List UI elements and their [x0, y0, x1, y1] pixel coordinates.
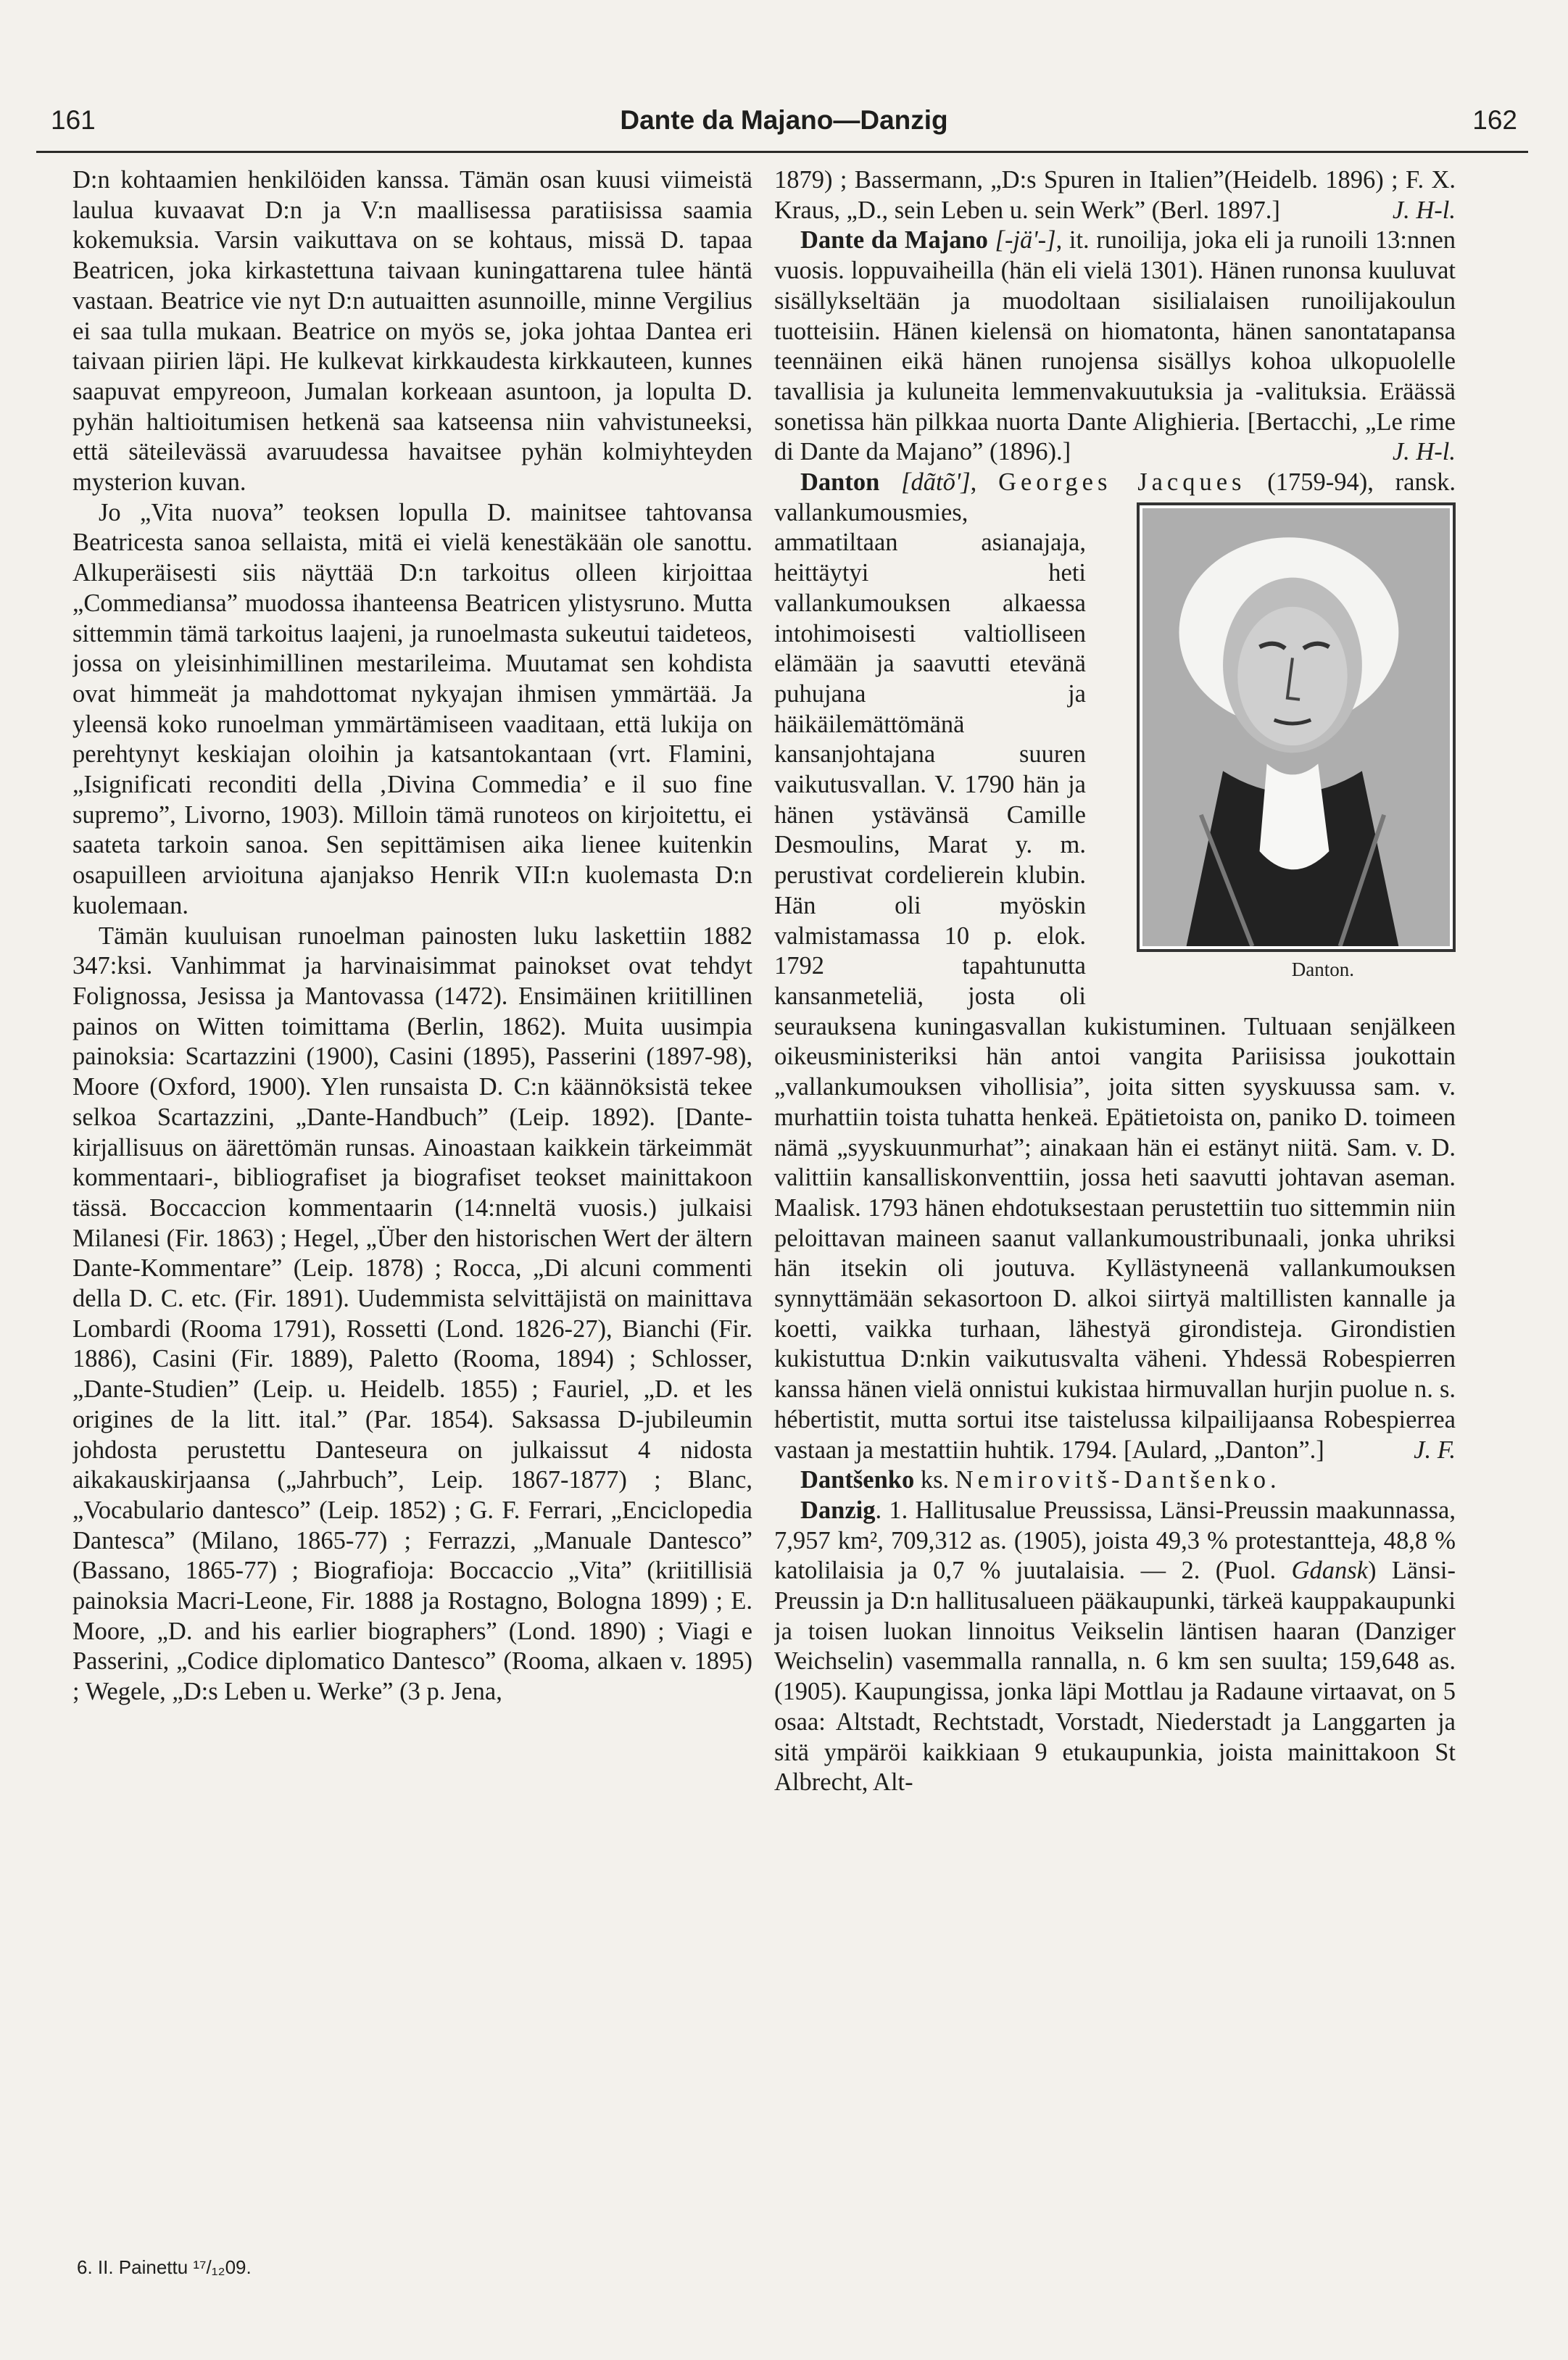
page-number-left: 161: [51, 105, 96, 135]
entry-headword: Dantšenko: [800, 1466, 915, 1494]
running-title: Dante da Majano—Danzig: [620, 105, 948, 135]
polish-name: Gdansk: [1291, 1557, 1368, 1585]
entry-headword: Danton: [800, 468, 880, 497]
entry-text: (1759-94), ransk. vallankumousmies, ammatiltaan asianajaja, heittäytyi heti vallankumouksen alkaessa intohimoisesti valtiolliseen elämään ja saavutti etevänä puhujana ja häikäilemättömänä kansanjohtajana suuren vaikutusvallan. V. 1790 hän ja hänen ystävänsä Camille Desmoulins, Marat y. m. perustivat cordelierein klubin. Hän oli myöskin valmistamassa 10 p. elok. 1792 tapahtunutta kansanmeteliä, josta oli seurauksena kuningasvallan kukistuminen. Tultuaan senjälkeen oikeusministeriksi hän antoi vangita Pariisissa joukottain „vallankumouksen vihollisia”, joita sitten syyskuussa sam. v. murhattiin toista tuhatta henkeä. Epätietoista on, paniko D. toimeen nämä „syyskuunmurhat”; ainakaan hän ei estänyt niitä. Sam. v. D. valittiin kansalliskonventtiin, jossa heti saavutti johtavan aseman. Maalisk. 1793 hänen ehdotuksestaan perustettiin tuo sittemmin niin peloittavan maineen saanut vallankumoustribunaali, jonka uhriksi hän itsekin oli joutuva. Kyllästyneenä vallankumouksen synnyttämään sekasortoon D. alkoi siirtyä maltillisten kannalle ja koetti, vaikka turhaan, lähestyä girondisteja. Girondistien kukistuttua D:nkin vaikutusvalta väheni. Yhdessä Robespierren kanssa hänen vielä onnistui kukistaa hirmuvallan hurjin puolue n. s. hébertistit, mutta sortui itse taistelussa kilpailijaansa Robespierrea vastaan ja mestattiin huhtik. 1794. [Aulard, „Danton”.]: [774, 468, 1456, 1464]
entry-text: . 1. Hallitusalue Preussissa, Länsi-Preussin maakunnassa, 7,957 km², 709,312 as. (1905), joista 49,3 % protestantteja, 48,8 % katolilaisia ja 0,7 % juutalaisia. — 2. (Puol.: [774, 1496, 1456, 1585]
given-names: Georges Jacques: [998, 468, 1246, 497]
entry-headword: Danzig: [800, 1496, 876, 1524]
paragraph: Tämän kuuluisan runoelman painosten luku laskettiin 1882 347:ksi. Vanhimmat ja harvinaisimmat painokset ovat tehdyt Folignossa, Jesissa ja Mantovassa (1472). Ensimäinen kriitillinen painos on Witten toimittama (Berlin, 1862). Muita uusimpia painoksia: Scartazzini (1900), Casini (1895), Passerini (1897-98), Moore (Oxford, 1900). Ylen runsaista D. C:n käännöksistä tekee selkoa Scartazzini, „Dante-Handbuch” (Leip. 1892). [Dante-kirjallisuus on äärettömän runsas. Ainoastaan kaikkein tärkeimmät kommentaari-, bibliografiset ja biografiset teokset mainittakoon tässä. Boccaccion kommentaarin (14:nneltä vuosis.) julkaisi Milanesi (Fir. 1863) ; Hegel, „Über den historischen Wert der ältern Dante-Kommentare” (Leip. 1878) ; Rocca, „Di alcuni commenti della D. C. etc. (Fir. 1891). Uudemmista selvittäjistä on mainittava Lombardi (Rooma 1791), Rossetti (Lond. 1826-27), Bianchi (Fir. 1886), Casini (Fir. 1889), Paletto (Rooma, 1894) ; Schlosser, „Dante-Studien” (Leip. u. Heidelb. 1855) ; Fauriel, „D. et les origines de la litt. ital.” (Par. 1854). Saksassa D-jubileumin johdosta perustettu Danteseura on julkaissut 4 nidosta aikakauskirjaansa („Jahrbuch”, Leip. 1867-1877) ; Blanc, „Vocabulario dantesco” (Leip. 1852) ; G. F. Ferrari, „Enciclopedia Dantesca” (Milano, 1865-77) ; Ferrazzi, „Manuale Dantesco” (Bassano, 1865-77) ; Biografioja: Boccaccio „Vita” (kriitillisiä painoksia Macri-Leone, Fir. 1888 ja Rostagno, Bologna 1899) ; E. Moore, „D. and his earlier biographers” (Lond. 1890) ; Viagi e Passerini, „Codice diplomatico Dantesco” (Rooma, alkaen v. 1895) ; Wegele, „D:s Leben u. Werke” (3 p. Jena,: [72, 922, 752, 1706]
portrait-caption: Danton.: [1291, 958, 1354, 980]
pronunciation: [-jä'-]: [995, 226, 1056, 254]
entry-danzig: [774, 1496, 1456, 1798]
entry-headword: Dante da Majano: [800, 226, 988, 254]
author-signature: J. H-l.: [1392, 196, 1456, 224]
paragraph: D:n kohtaamien henkilöiden kanssa. Tämän osan kuusi viimeistä laulua kuvaavat D:n ja V:n maallisessa paratiisissa saamia kokemuksia. Varsin vaikuttava on se kohtaus, missä D. tapaa Beatricen, joka kirkastettuna taivaan kuningattarena tulee häntä vastaan. Beatrice vie nyt D:n autuaitten asunnoille, minne Vergilius ei saa tulla mukaan. Beatrice on myös se, joka johtaa Dantea eri taivaan piirien läpi. He kulkevat kirkkaudesta kirkkauteen, kunnes saapuvat empyreoon, Jumalan korkeaan asuntoon, ja lopulta D. pyhän haltioitumisen hetkenä saa katseensa niin vahvistuneeksi, että säteilevässä avaruudessa havaitsee pyhän kolmiyhteyden mysterion kuvan.: [72, 166, 752, 497]
printing-footer: 6. II. Painettu ¹⁷/₁₂09.: [77, 2256, 252, 2278]
entry-text: ) Länsi-Preussin ja D:n hallitusalueen pääkaupunki, tärkeä kauppakaupunki ja toisen luokan linnoitus Veikselin läntisen haaran (Danziger Weichselin) vasemmalla rannalla, n. 6 km sen suulta; 159,648 as. (1905). Kaupungissa, jonka läpi Mottlau ja Radaune virtaavat, on 5 osaa: Altstadt, Rechtstadt, Vorstadt, Niederstadt ja Langgarten ja sitä ympäröi kaikkiaan 9 etukaupunkia, joista mainittakoon St Albrecht, Alt-: [774, 1557, 1456, 1797]
page-header: [51, 105, 1517, 149]
portrait-figure: [1099, 502, 1456, 981]
entry-text: , it. runoilija, joka eli ja runoili 13:nnen vuosis. loppuvaiheilla (hän eli vielä 1301). Hänen runonsa kuuluvat sisällykseltään ja muodoltaan sisilialaisen runoilijakoulun tuotteisiin. Hänen kielensä on hiomatonta, hänen sanontatapansa teennäinen eikä hänen runojensa sisällys kohoa ulkopuolelle tavallisia ja kuluneita lemmenvakuutuksia ja -valituksia. Eräässä sonetissa hän pilkkaa nuorta Dante Alighieria. [Bertacchi, „Le rime di Dante da Majano” (1896).]: [774, 226, 1456, 466]
header-rule: [36, 151, 1528, 153]
page-number-right: 162: [1472, 105, 1517, 135]
author-signature: J. F.: [1414, 1436, 1456, 1464]
entry-dantsenko: [774, 1465, 1456, 1496]
entry-continuation: [774, 165, 1456, 225]
cross-reference-label: ks.: [914, 1466, 955, 1494]
paragraph: Jo „Vita nuova” teoksen lopulla D. mainitsee tahtovansa Beatricesta sanoa sellaista, mitä ei vielä kenestäkään ole sanottu. Alkuperäisesti siis näyttää D:n tarkoitus olleen kirjoittaa „Commediansa” muodossa ihanteensa Beatricen ylistysruno. Mutta sittemmin tämä tarkoitus laajeni, ja runoelmasta sukeutui taideteos, jossa on yleisinhimillinen mestarileima. Muutamat sen kohdista ovat himmeät ja mahdottomat nykyajan ihmisen ymmärtää. Ja yleensä koko runoelman ymmärtämiseen vaaditaan, että lukija on perehtynyt keskiajan oloihin ja katsantokantaan (vrt. Flamini, „Isignificati reconditi della ‚Divina Commedia’ e il suo fine supremo”, Livorno, 1903). Milloin tämä runoteos on kirjoitettu, ei saateta tarkoin sanoa. Sen sepittämisen aika lienee kuitenkin osapuilleen arvioituna ajanjakso Henrik VII:n kuolemasta D:n kuolemaan.: [72, 498, 752, 919]
entry-danton: Danton [dãtõ'], Georges Jacques Danton. (1759-94), ransk. vallankumousmies, ammatiltaan asianajaja, heittäytyi heti vallankumouksen alkaessa intohimoisesti valtiolliseen elämään ja saavutti etevänä puhujana ja häikäilemättömänä kansanjohtajana suuren vaikutusvallan. V. 1790 hän ja hänen ystävänsä Camille Desmoulins, Marat y. m. perustivat cordelierein klubin. Hän oli myöskin valmistamassa 10 p. elok. 1792 tapahtunutta kansanmeteliä, josta oli seurauksena kuningasvallan kukistuminen. Tultuaan senjälkeen oikeusministeriksi hän antoi vangita Pariisissa joukottain „vallankumouksen vihollisia”, joita sitten syyskuussa sam. v. murhattiin toista tuhatta henkeä. Epätietoista on, paniko D. toimeen nämä „syyskuunmurhat”; ainakaan hän ei estänyt niitä. Sam. v. D. valittiin kansalliskonventtiin, jossa heti saavutti johtavan aseman. Maalisk. 1793 hänen ehdotuksestaan perustettiin tuo sittemmin niin peloittavan maineen saanut vallankumoustribunaali, jonka uhriksi hän itsekin oli joutuva. Kyllästyneenä vallankumouksen synnyttämään sekasortoon D. alkoi siirtyä maltillisten kannalle ja koetti, vaikka turhaan, lähestyä girondisteja. Girondistien kukistuttua D:nkin vaikutusvalta väheni. Yhdessä Robespierren kanssa hänen vielä onnistui kukistaa hirmuvallan hurjin puolue n. s. hébertistit, mutta sortui itse taistelussa kilpailijaansa Robespierrea vastaan ja mestattiin huhtik. 1794. [Aulard, „Danton”.] J. F.: [774, 468, 1456, 1465]
entry-dante-da-majano: [774, 225, 1456, 468]
entry-text: 1879) ; Bassermann, „D:s Spuren in Italien”(Heidelb. 1896) ; F. X. Kraus, „D., sein Leben u. sein Werk” (Berl. 1897.]: [774, 166, 1456, 224]
left-column: [72, 165, 752, 2253]
pronunciation: [dãtõ']: [901, 468, 971, 497]
right-column: [774, 165, 1456, 2253]
cross-reference-link: Nemirovitš-Dantšenko.: [955, 1466, 1281, 1494]
author-signature: J. H-l.: [1392, 438, 1456, 466]
danton-portrait-image: [1137, 502, 1456, 952]
